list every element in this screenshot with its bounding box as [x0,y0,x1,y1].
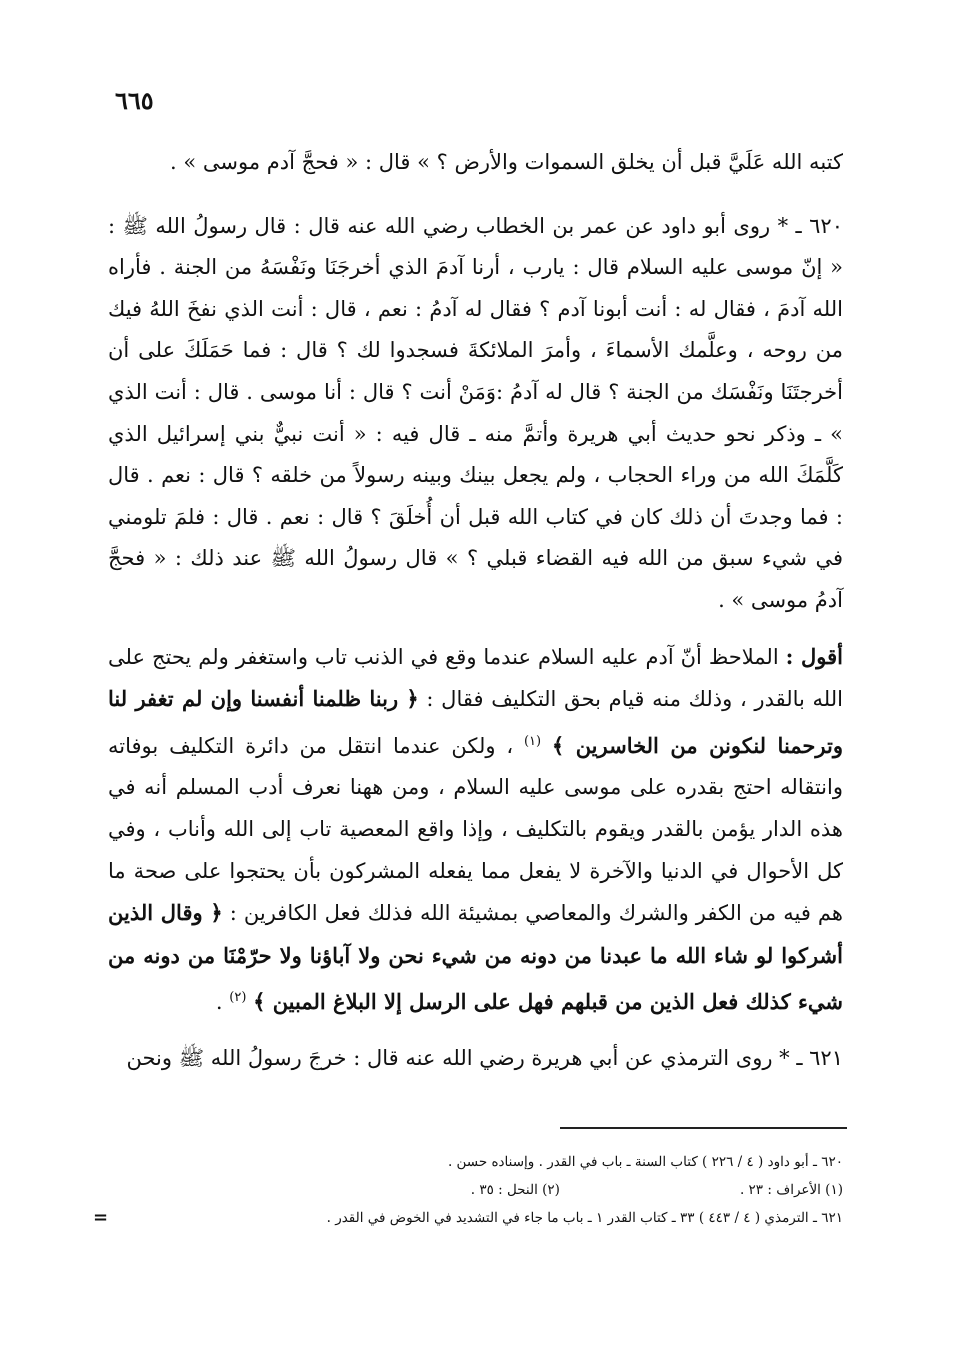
footnote-621: ٦٢١ ـ الترمذي ( ٤ / ٤٤٣ ) ٣٣ ـ كتاب القدر ١ ـ باب ما جاء في التشديد في الخوض في القدر . [326,1210,843,1226]
footnote-1: (١) الأعراف : ٢٣ . [739,1182,843,1198]
page-number: ٦٦٥ [115,86,154,115]
quran-verse-2: ﴿ وقال الذين أشركوا لو شاء الله ما عبدنا من دونه من شيء نحن ولا آباؤنا ولا حرّمْنَا من دونه من شيء كذلك فعل الذين من قبلهم فهل على الرسل إلا البلاغ المبين ﴾ [108,900,843,1015]
commentary-end: . [215,990,223,1015]
commentary-text-1: الملاحظ أنّ آدم عليه السلام عندما وقع في الذنب تاب واستغفر ولم يحتج على الله بالقدر ، وذلك منه قيام بحق التكليف فقال : [108,644,843,712]
footnote-ref-2: (٢) [229,990,247,1006]
hadith-620: ٦٢٠ ـ * روى أبو داود عن عمر بن الخطاب رضي الله عنه قال : قال رسولُ الله ﷺ : « إنّ موسى عليه السلام قال : يارب ، أرنا آدمَ الذي أخرجَنَا ونَفْسَهُ من الجنة . فأراه الله آدمَ ، فقال له : أنت أبونا آدم ؟ فقال له آدمُ : نعم ، قال : أنت الذي نفخَ اللهُ فيك من روحه ، وعلَّمك الأسماءَ ، وأمرَ الملائكةَ فسجدوا لك ؟ قال : فما حَمَلَكَ على أن أخرجتَنَا ونَفْسَك من الجنة ؟ قال له آدمُ :وَمَنْ أنت ؟ قال : أنا موسى . قال : أنت الذي » ـ وذكر نحو حديث أبي هريرة وأتمَّ منه ـ قال فيه : « أنت نبيٌّ بني إسرائيل الذي كَلَّمَكَ الله من وراء الحجاب ، ولم يجعل بينك وبينه رسولاً من خلقه ؟ قال : نعم . قال : فما وجدتَ أن ذلك كان في كتاب الله قبل أن أُخلَقَ ؟ قال : نعم . قال : فلمَ تلومني في شيء سبق من الله فيه القضاء قبلي ؟ » قال رسولُ الله ﷺ عند ذلك : « فحجَّ آدمُ موسى » . [108,213,843,612]
footnote-refs-row [108,1176,843,1204]
quran-verse-1: ﴿ ربنا ظلمنا أنفسنا وإن لم تغفر لنا وترحمنا لنكونن من الخاسرين ﴾ [108,686,843,758]
continuation-line: كتبه الله عَلَيَّ قبل أن يخلق السموات والأرض ؟ » قال : « فحجَّ آدم موسى » . [170,150,843,174]
footnote-620: ٦٢٠ ـ أبو داود ( ٤ / ٢٢٦ ) كتاب السنة ـ باب في القدر . وإسناده حسن . [447,1154,843,1170]
footnotes [108,1148,843,1232]
margin-mark: = [93,1207,109,1228]
footnote-divider [560,1127,847,1129]
hadith-621: ٦٢١ ـ * روى الترمذي عن أبي هريرة رضي الله عنه قال : خرجَ رسولُ الله ﷺ ونحن [126,1045,843,1070]
footnote-ref-1: (١) [523,733,542,749]
commentary-paragraph [108,636,843,1024]
main-text [108,142,843,1079]
commentary-text-2: ، ولكن عندما انتقل من دائرة التكليف بوفاته وانتقاله احتج بقدره على موسى عليه السلام ، ومن ههنا نعرف أدب المسلم أنه في هذه الدار يؤمن بالقدر ويقوم بالتكليف ، وإذا واقع المعصية تاب إلى الله وأناب ، وفي كل الأحوال في الدنيا والآخرة لا يفعل مما يفعله المشركون بأن يحتجوا على صحة ما هم فيه من الكفر والشرك والمعاصي بمشيئة الله فذلك فعل الكافرين : [108,733,843,926]
footnote-2: (٢) النحل : ٣٥ . [470,1182,560,1198]
commentary-label: أقول : [785,643,843,669]
